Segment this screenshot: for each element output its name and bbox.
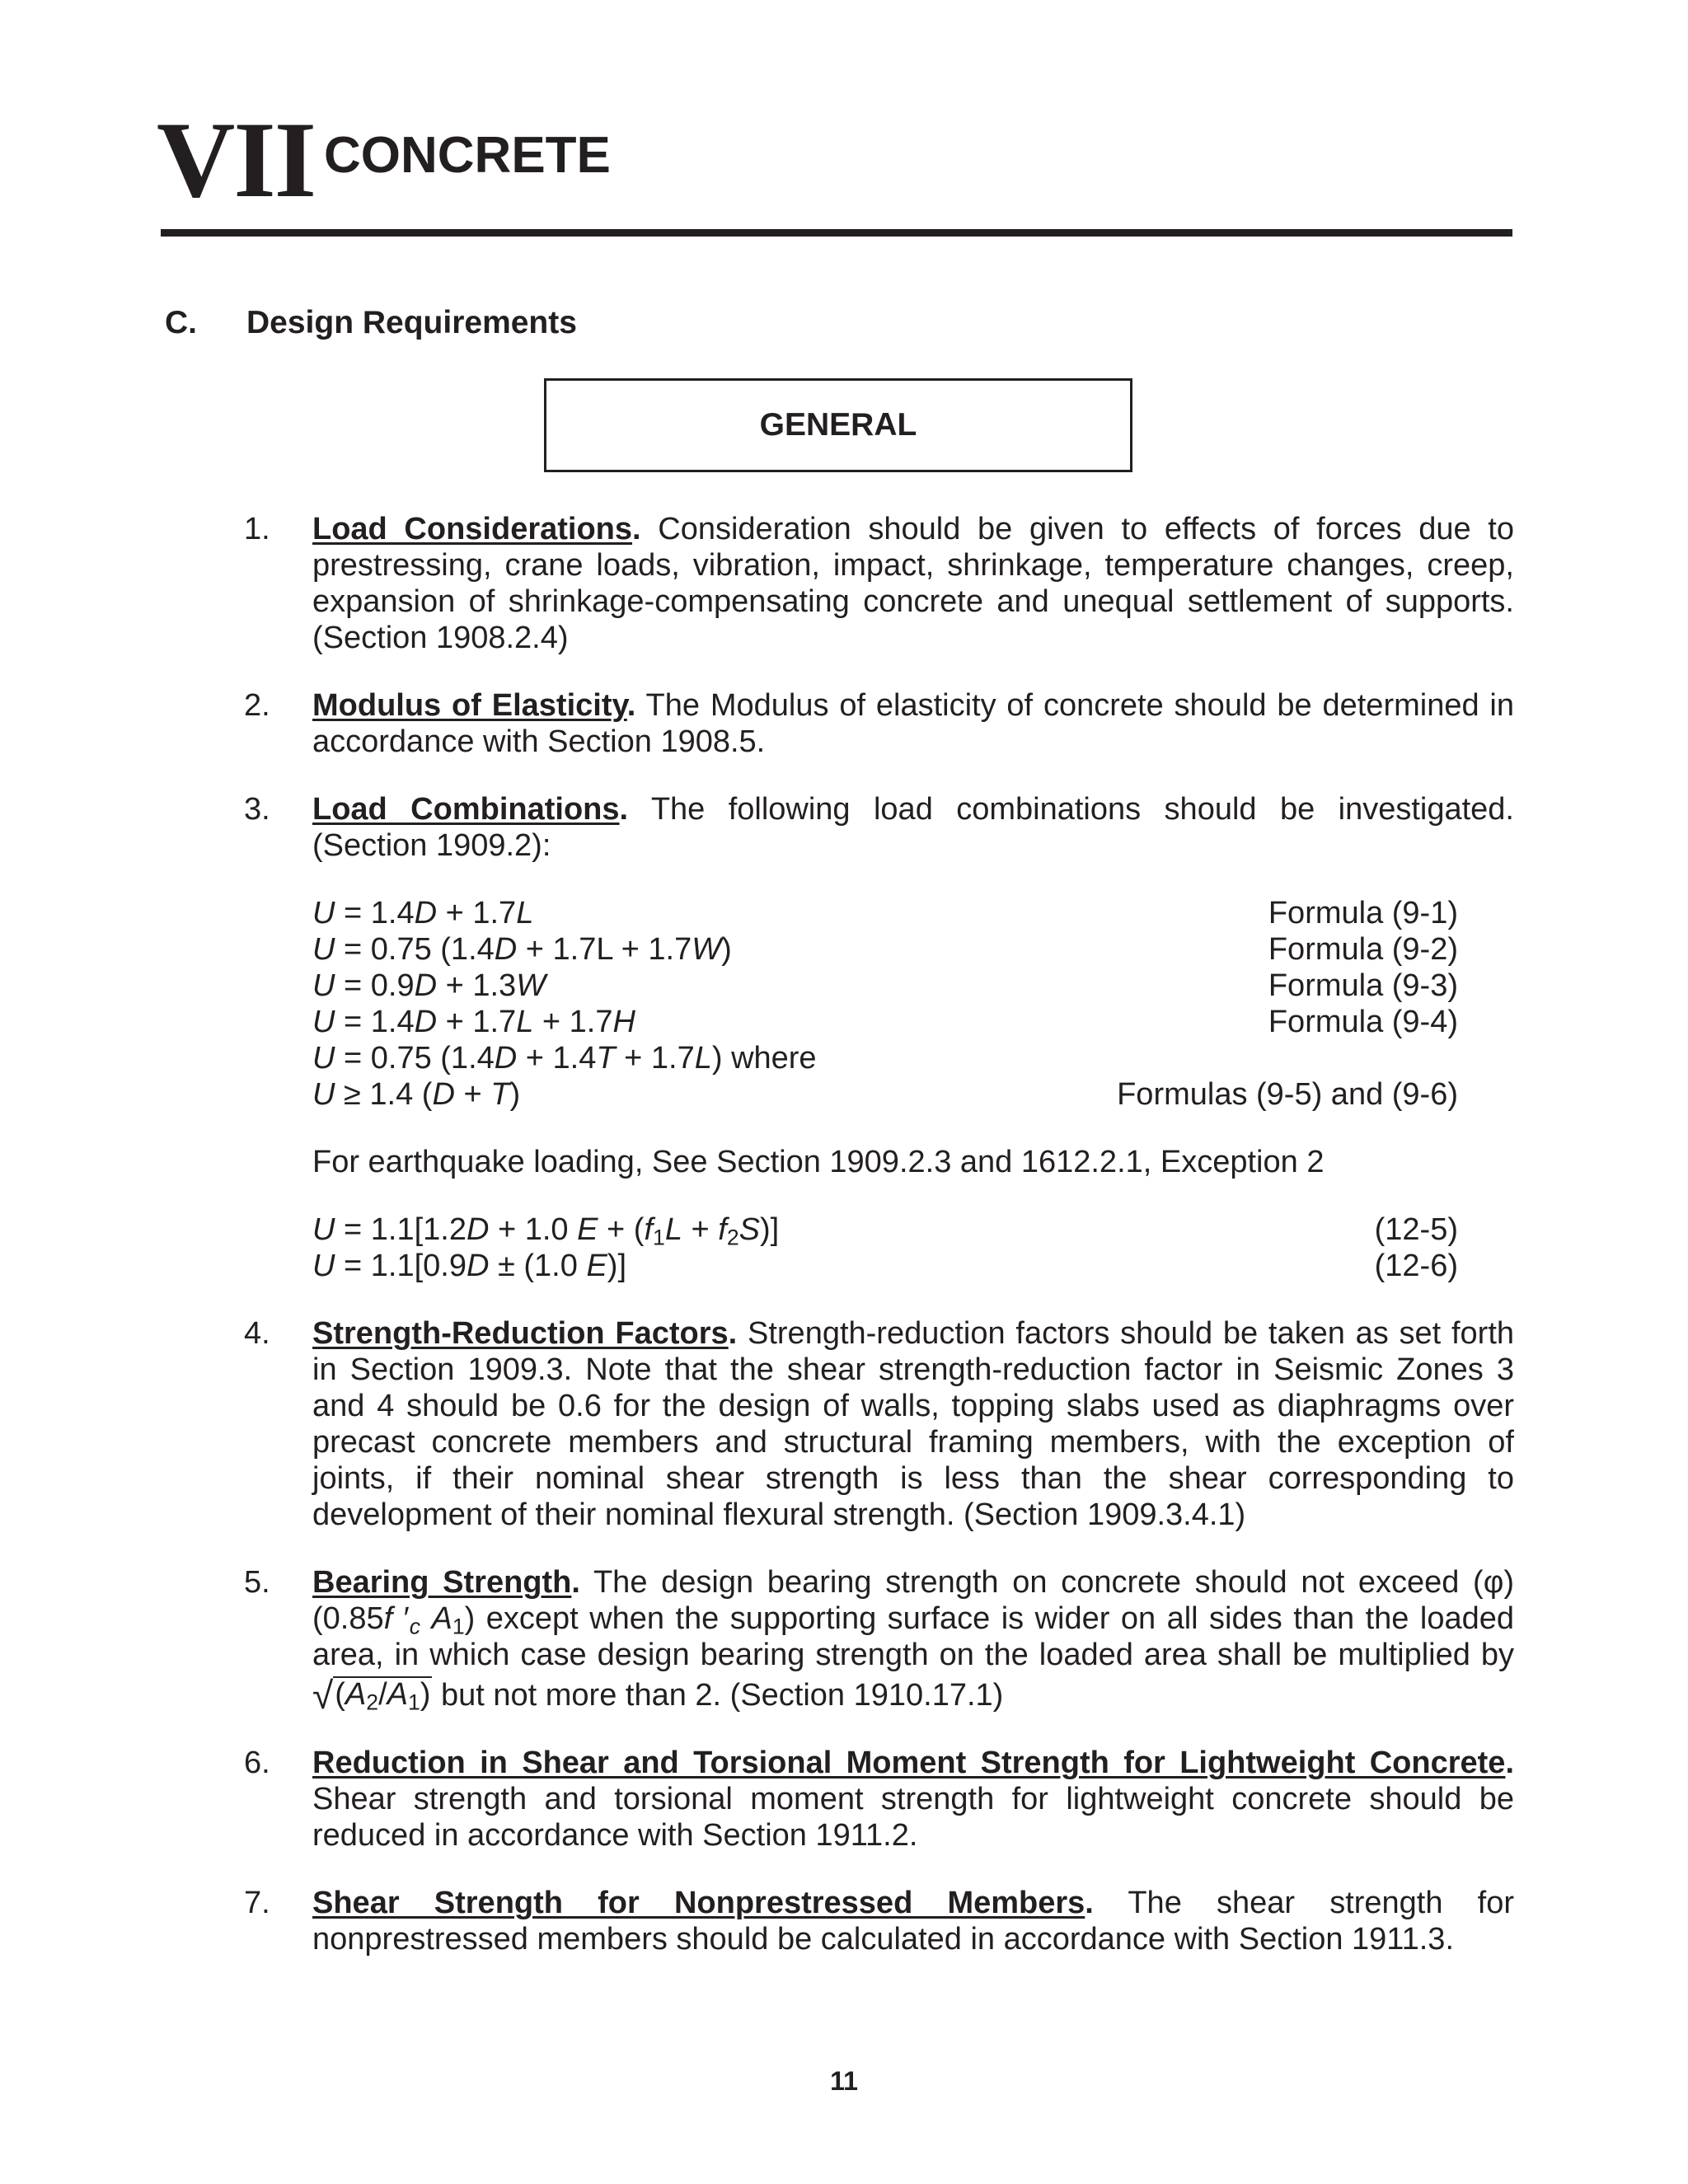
page-number: 11	[830, 2066, 858, 2096]
item-text: The following load combinations should be investigated. (Section 1909.2):	[312, 792, 1514, 863]
item-text: except when the supporting surface is wider on all sides than the loaded area, in which case design bearing strength on the loaded area shall be multiplied by	[312, 1601, 1514, 1672]
item-text: The Modulus of elasticity of concrete should be determined in accordance with Section 1908.5.	[312, 688, 1515, 759]
item-text: The shear strength for nonprestressed members should be calculated in accordance with Section 1911.3.	[312, 1886, 1515, 1957]
formula-ref: (12-6)	[1374, 1249, 1458, 1283]
formula-expression: U = 1.1[0.9D ± (1.0 E)]	[312, 1249, 627, 1283]
item-number: 4.	[244, 1316, 270, 1351]
formula-row	[312, 1248, 1458, 1284]
list-item-nonprestressed-members: 7. Shear Strength for Nonprestressed Members. The shear strength for nonprestressed members should be calculated in accordance with Section 1911.3.	[244, 1886, 1515, 1957]
item-number: 7.	[244, 1886, 270, 1920]
list-item-modulus-of-elasticity: 2. Modulus of Elasticity. The Modulus of elasticity of concrete should be determined in accordance with Section 1908.5.	[244, 688, 1515, 759]
item-number: 3.	[244, 792, 270, 827]
seismic-formulas	[312, 1212, 1514, 1284]
bearing-expression: (0.85f $'_c$ $A_1$)	[312, 1601, 476, 1639]
item-text: Shear strength and torsional moment strength for lightweight concrete should be reduced in accordance with Section 1911.2.	[312, 1782, 1514, 1853]
list-item-strength-reduction-factors: 4. Strength-Reduction Factors. Strength-reduction factors should be taken as set forth in Section 1909.3. Note that the shear strength-reduction factor in Seismic Zones 3 and 4 should be 0.6 for the design of walls, topping slabs used as diaphragms over precast concrete members and structural framing members, with the exception of joints, if their nominal shear strength is less than the shear corresponding to development of their nominal flexural strength. (Section 1909.3.4.1)	[244, 1316, 1515, 1532]
formula-row	[312, 931, 1458, 968]
item-title: Load Combinations	[312, 792, 620, 827]
formula-ref: Formulas (9-5) and (9-6)	[1117, 1077, 1458, 1112]
formula-row	[312, 1004, 1458, 1040]
section-title: Design Requirements	[246, 305, 577, 340]
formula-expression: U = 0.75 (1.4D + 1.4T + 1.7L) where	[312, 1041, 817, 1076]
formula-row	[312, 1076, 1458, 1113]
load-combination-formulas	[312, 895, 1514, 1113]
item-number: 5.	[244, 1565, 270, 1600]
item-title: Shear Strength for Nonprestressed Members	[312, 1886, 1085, 1920]
formula-expression: U = 1.4D + 1.7L + 1.7H	[312, 1005, 635, 1039]
sqrt-expression: √ $(A_2/A_1)$	[312, 1674, 431, 1717]
header-rule	[161, 229, 1512, 237]
formula-row	[312, 895, 1458, 931]
list-item-load-combinations: 3. Load Combinations. The following load combinations should be investigated. (Section 1909.2): U = 1.4D + 1.7L Formula (9-1) U = 0.75 (1.4D + 1.7L + 1.7W) Formula (9-2) U = 0.9D + 1.3W Formula (9-3) U = 1.4D + 1.7L + 1.7H Formula (9-4) U = 0.75 (1.4D + 1.4T + 1.7L) where U ≥ 1.4 (D + T) Formulas (9-5) and (9-6) For earthquake loading, See Section 1909.2.3 and 1612.2.1, Exception 2 U = 1.1[1.2D + 1.0 $E + (f_1L + f_2S)$] (12-5) U = 1.1[0.9D ± (1.0 E)] (12-6)	[244, 792, 1514, 1283]
item-number: 1.	[244, 512, 270, 546]
general-box	[544, 378, 1132, 472]
list-item-lightweight-concrete: 6. Reduction in Shear and Torsional Moment Strength for Lightweight Concrete. Shear strength and torsional moment strength for lightweight concrete should be reduced in accordance with Section 1911.2.	[244, 1746, 1514, 1853]
chapter-numeral: VII	[157, 99, 316, 220]
list-item-load-considerations: 1. Load Considerations. Consideration should be given to effects of forces due to prestressing, crane loads, vibration, impact, shrinkage, temperature changes, creep, expansion of shrinkage-compensating concrete and unequal settlement of supports. (Section 1908.2.4)	[244, 512, 1515, 655]
formula-ref: Formula (9-1)	[1268, 896, 1458, 930]
formula-row	[312, 1040, 1458, 1076]
item-title: Bearing Strength	[312, 1565, 572, 1600]
chapter-title: CONCRETE	[324, 127, 611, 184]
section-letter: C.	[165, 305, 197, 340]
seismic-note: For earthquake loading, See Section 1909.2.3 and 1612.2.1, Exception 2	[312, 1145, 1325, 1179]
item-title: Modulus of Elasticity	[312, 688, 627, 723]
section-heading	[165, 307, 577, 339]
general-box-label: GENERAL	[759, 407, 917, 443]
list-item-bearing-strength: 5. Bearing Strength. The design bearing strength on concrete should not exceed (φ) (0.85f $'_c$ $A_1$) except when the supporting surface is wider on all sides than the loaded area, in which case design bearing strength on the loaded area shall be multiplied by √ $(A_2/A_1)$ but not more than 2. (Section 1910.17.1)	[244, 1565, 1515, 1717]
item-title: Strength-Reduction Factors	[312, 1316, 729, 1351]
item-text: The design bearing strength on concrete should not exceed (φ)	[593, 1565, 1515, 1600]
item-title: Load Considerations	[312, 512, 633, 546]
formula-ref: (12-5)	[1374, 1212, 1458, 1247]
formula-expression: U = 1.4D + 1.7L	[312, 896, 534, 930]
item-text: Consideration should be given to effects of forces due to prestressing, crane loads, vibration, impact, shrinkage, temperature changes, creep, expansion of shrinkage-compensating concrete and unequal settlement of supports. (Section 1908.2.4)	[312, 512, 1515, 655]
item-number: 6.	[244, 1746, 270, 1780]
item-title: Reduction in Shear and Torsional Moment Strength for Lightweight Concrete	[312, 1746, 1506, 1780]
item-number: 2.	[244, 688, 270, 723]
formula-ref: Formula (9-4)	[1268, 1005, 1458, 1039]
formula-expression: U = 0.75 (1.4D + 1.7L + 1.7W)	[312, 932, 732, 967]
formula-row	[312, 968, 1458, 1004]
formula-expression: U = 0.9D + 1.3W	[312, 968, 546, 1003]
item-text: but not more than 2. (Section 1910.17.1)	[441, 1678, 1004, 1713]
formula-ref: Formula (9-3)	[1268, 968, 1458, 1003]
formula-row	[312, 1212, 1458, 1248]
formula-expression: U ≥ 1.4 (D + T)	[312, 1077, 521, 1112]
item-text: Strength-reduction factors should be taken as set forth in Section 1909.3. Note that the shear strength-reduction factor in Seismic Zones 3 and 4 should be 0.6 for the design of walls, topping slabs used as diaphragms over precast concrete members and structural framing members, with the exception of joints, if their nominal shear strength is less than the shear corresponding to development of their nominal flexural strength. (Section 1909.3.4.1)	[312, 1316, 1515, 1532]
formula-ref: Formula (9-2)	[1268, 932, 1458, 967]
requirements-list	[244, 511, 1514, 1989]
formula-expression: U = 1.1[1.2D + 1.0 $E + (f_1L + f_2S)$]	[312, 1212, 780, 1250]
